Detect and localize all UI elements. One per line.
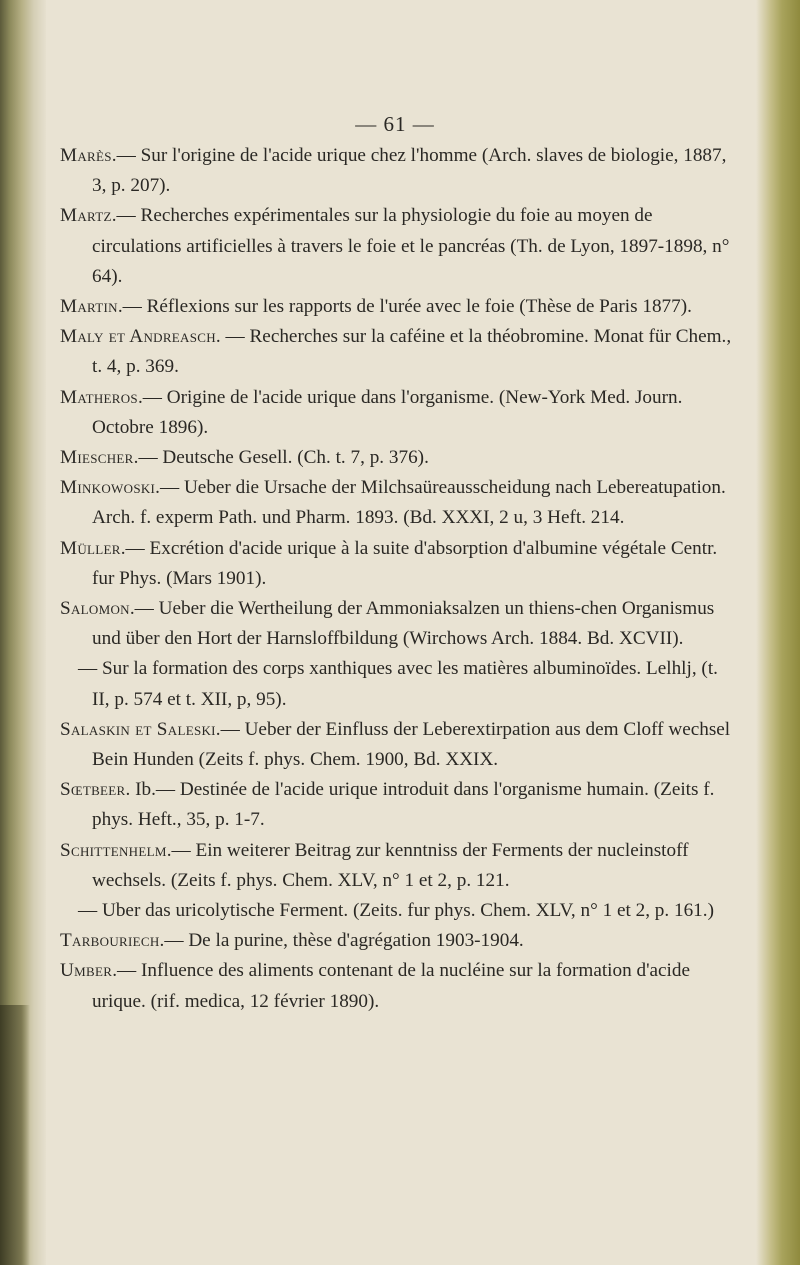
entry-author: Salaskin et Saleski [60,718,216,740]
entry-text: .— Origine de l'acide urique dans l'organisme. (New-York Med. Journ. Octobre 1896). [92,386,683,438]
bibliography-entry [60,836,740,896]
bibliography-entry [60,443,740,473]
entry-text: .— Influence des aliments contenant de la nucléine sur la formation d'acide urique. (rif. medica, 12 février 1890). [92,960,691,1012]
entry-text: . — Recherches sur la caféine et la théobromine. Monat für Chem., t. 4, p. 369. [92,326,732,378]
entry-author: Minkowoski [60,477,156,499]
entry-author: Maly et Andreasch [60,326,216,348]
bibliography-entry [60,383,740,443]
entry-author: Umber [60,960,113,982]
bibliography-entry [60,473,740,533]
bibliography-entry [60,141,740,201]
bibliography-entry [60,775,740,835]
bibliography-entry [60,956,740,1016]
page-right-edge [756,0,800,1265]
bibliography-entry-continuation [60,896,740,926]
entry-author: Sœtbeer [60,779,126,801]
bibliography-page [60,112,740,1017]
page-number: — 61 — [355,112,435,136]
bibliography-entry [60,926,740,956]
entry-author: Salomon [60,598,130,620]
bibliography-entry [60,534,740,594]
entry-author: Martz [60,205,112,227]
entry-author: Müller [60,537,121,559]
bibliography-entry-continuation [60,654,740,714]
entry-text: . Ib.— Destinée de l'acide urique introduit dans l'organisme humain. (Zeits f. phys. Heft., 35, p. 1-7. [92,779,715,831]
entry-text: .— Réflexions sur les rapports de l'urée avec le foie (Thèse de Paris 1877). [117,296,692,318]
bibliography-entry [60,201,740,292]
entry-text: .— Ueber der Einfluss der Leberextirpation aus dem Cloff wechsel Bein Hunden (Zeits f. phys. Chem. 1900, Bd. XXIX. [92,718,731,771]
page-binding-edge [0,0,46,1265]
entry-author: Matheros [60,386,138,408]
bibliography-entry [60,715,740,775]
entry-text: .— Ein weiterer Beitrag zur kenntniss der Ferments der nucleinstoff wechsels. (Zeits f. phys. Chem. XLV, n° 1 et 2, p. 121. [92,839,689,891]
entry-text: .— Deutsche Gesell. (Ch. t. 7, p. 376). [133,447,429,469]
entry-text: .— Excrétion d'acide urique à la suite d'absorption d'albumine végétale Centr. fur Phys. (Mars 1901). [92,537,718,589]
entry-text: — Sur la formation des corps xanthiques avec les matières albuminoïdes. Lelhlj, (t. II, p. 574 et t. XII, p, 95). [78,658,718,710]
bibliography-entry [60,322,740,382]
entry-author: Miescher [60,447,134,469]
bibliography-entry [60,594,740,654]
entry-text: .— Ueber die Wertheilung der Ammoniaksalzen un thiens-chen Organismus und über den Hort der Harnsloffbildung (Wirchows Arch. 1884. Bd. XCVII). [92,598,715,650]
entry-text: — Uber das uricolytische Ferment. (Zeits. fur phys. Chem. XLV, n° 1 et 2, p. 161.) [78,900,714,922]
entry-text: .— Ueber die Ursache der Milchsaüreausscheidung nach Lebereatupation. Arch. f. experm Path. und Pharm. 1893. (Bd. XXXI, 2 u, 3 Heft. 214. [92,477,726,529]
entry-text: .— Recherches expérimentales sur la physiologie du foie au moyen de circulations artificielles à travers le foie et le pancréas (Th. de Lyon, 1897-1898, n° 64). [92,205,730,287]
bibliography-entry [60,292,740,322]
entry-text: .— Sur l'origine de l'acide urique chez l'homme (Arch. slaves de biologie, 1887, 3, p. 207). [92,145,727,197]
entry-author: Marès [60,145,112,166]
entry-author: Martin [60,296,118,318]
entry-text: .— De la purine, thèse d'agrégation 1903-1904. [159,930,524,952]
entry-author: Tarbouriech [60,930,160,952]
entry-author: Schittenhelm [60,839,167,861]
